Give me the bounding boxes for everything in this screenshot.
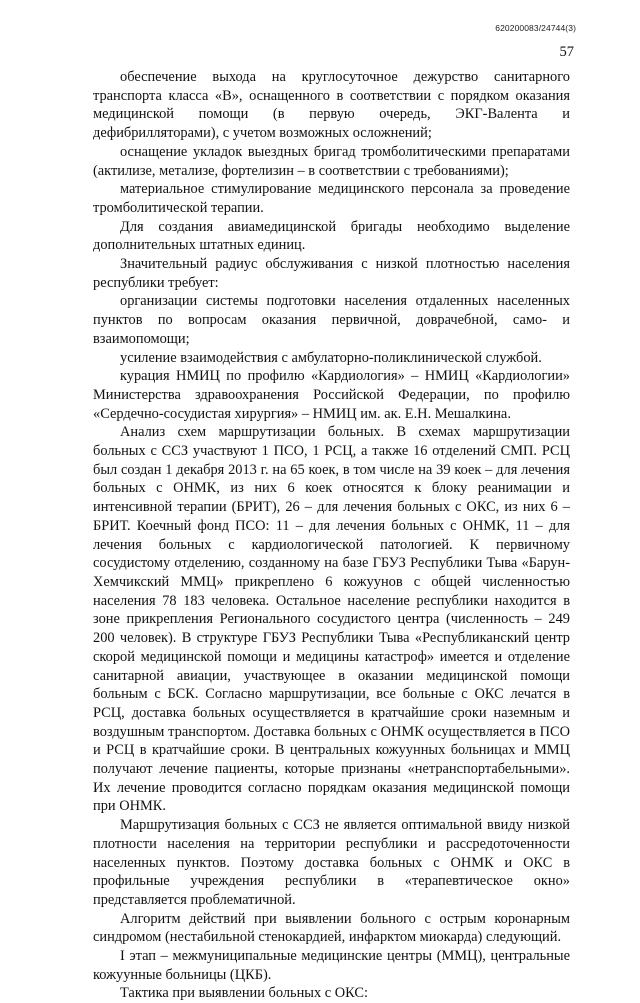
- paragraph-nmic-curation: курация НМИЦ по профилю «Кардиология» – НМИЦ «Кардиологии» Министерства здравоохранения Российской Федерации, по профилю «Сердечно-сосудистая хирургия» – НМИЦ им. ак. Е.Н. Мешалкина.: [93, 368, 570, 422]
- paragraph-routing-analysis: Анализ схем маршрутизации больных. В схемах маршрутизации больных с ССЗ участвуют 1 ПСО, 1 РСЦ, а также 16 отделений СМП. РСЦ был создан 1 декабря 2013 г. на 65 коек, в том числе на 39 коек – для лечения больных с ОНМК, из них 6 коек относятся к блоку реанимации и интенсивной терапии (БРИТ), 26 – для лечения больных с ОКС, из них 6 – БРИТ. Коечный фонд ПСО: 11 – для лечения больных с ОНМК, 11 – для лечения больных с кардиологической патологией. К первичному сосудистому отделению, созданному на базе ГБУЗ Республики Тыва «Барун-Хемчикский ММЦ» прикреплено 6 кожуунов с общей численностью населения 78 183 человека. Остальное население республики находится в зоне прикрепления Регионального сосудистого центра (численность – 249 200 человек). В структуре ГБУЗ Республики Тыва «Республиканский центр скорой медицинской помощи и медицины катастроф» имеется и отделение санитарной авиации, участвующее в оказании медицинской помощи больным с БСК. Согласно маршрутизации, все больные с ОКС лечатся в РСЦ, доставка больных осуществляется в кратчайшие сроки наземным и воздушным транспортом. Доставка больных с ОНМК осуществляется в ПСО и РСЦ в кратчайшие сроки. В центральных кожуунных больницах и ММЦ получают лечение пациенты, которые признаны «нетранспортабельными». Их лечение проводится согласно порядкам оказания медицинской помощи при ОНМК.: [93, 424, 570, 815]
- paragraph-acs-tactics: Тактика при выявлении больных с ОКС:: [120, 985, 368, 1002]
- paragraph-air-medical-team: Для создания авиамедицинской бригады необходимо выделение дополнительных штатных единиц.: [93, 218, 570, 254]
- paragraph-service-radius: Значительный радиус обслуживания с низкой плотностью населения республики требует:: [93, 256, 570, 291]
- paragraph-staff-incentive: материальное стимулирование медицинского персонала за проведение тромболитической терапии.: [93, 181, 570, 216]
- paragraph-population-training: организации системы подготовки населения отдаленных населенных пунктов по вопросам оказания первичной, доврачебной, само- и взаимопомощи;: [93, 293, 570, 347]
- paragraph-outpatient-interaction: усиление взаимодействия с амбулаторно-поликлинической службой.: [120, 349, 542, 366]
- paragraph-acs-algorithm: Алгоритм действий при выявлении больного с острым коронарным синдромом (нестабильной стенокардией, инфарктом миокарда) следующий.: [93, 910, 570, 946]
- paragraph-routing-assessment: Маршрутизация больных с ССЗ не является оптимальной ввиду низкой плотности населения на территории республики и рассредоточенности населенных пунктов. Поэтому доставка больных с ОНМК и ОКС в профильные учреждения республики в «терапевтическое окно» представляется проблематичной.: [93, 817, 570, 908]
- document-id: 620200083/24744(3): [495, 23, 576, 33]
- paragraph-stage-one: I этап – межмуниципальные медицинские центры (ММЦ), центральные кожуунные больницы (ЦКБ).: [93, 948, 570, 983]
- page-number: 57: [559, 44, 574, 60]
- paragraph-thrombolytic-kits: оснащение укладок выездных бригад тромболитическими препаратами (актилизе, метализе, фортелизин – в соответствии с требованиями);: [93, 143, 570, 179]
- document-body: [93, 68, 570, 1003]
- paragraph-ambulance-duty: обеспечение выхода на круглосуточное дежурство санитарного транспорта класса «В», оснащенного в соответствии с порядком оказания медицинской помощи (в первую очередь, ЭКГ-Валента и дефибрилляторами), с учетом возможных осложнений;: [93, 69, 570, 142]
